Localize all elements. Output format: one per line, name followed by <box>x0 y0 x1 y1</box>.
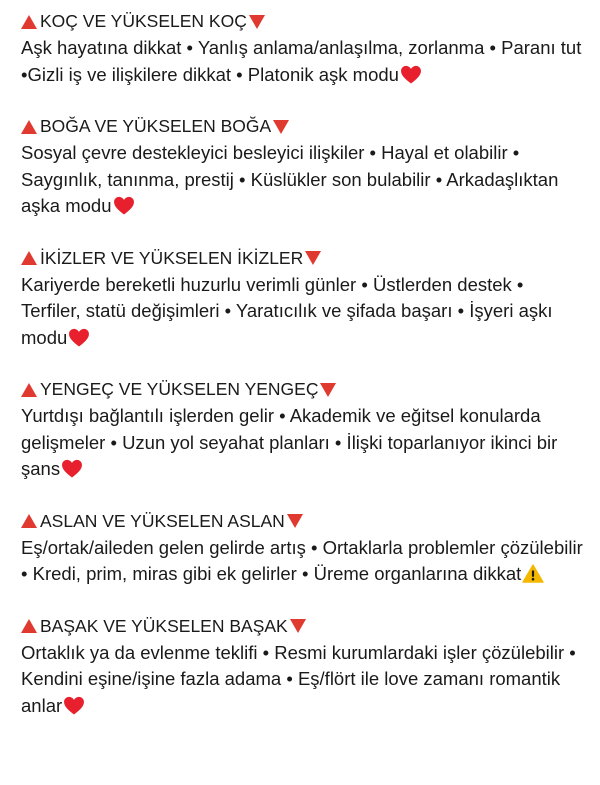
section-heading <box>21 8 586 35</box>
heading-text: ASLAN VE YÜKSELEN ASLAN <box>40 510 285 531</box>
section-koc <box>21 8 586 88</box>
red-triangle-down-icon <box>249 15 265 29</box>
section-heading <box>21 113 586 140</box>
section-heading <box>21 613 586 640</box>
body-text: Sosyal çevre destekleyici besleyici ilişkiler • Hayal et olabilir • Saygınlık, tanınma, prestij • Küslükler son bulabilir • Arkadaşlıktan aşka modu <box>21 142 559 216</box>
section-yengec <box>21 376 586 483</box>
section-body <box>21 640 586 720</box>
body-text: Ortaklık ya da evlenme teklifi • Resmi kurumlardaki işler çözülebilir • Kendini eşine/işine fazla adama • Eş/flört ile love zamanı romantik anlar <box>21 641 576 716</box>
heading-text: YENGEÇ VE YÜKSELEN YENGEÇ <box>40 379 319 399</box>
red-triangle-down-icon <box>287 514 303 528</box>
section-body <box>21 35 586 88</box>
section-basak <box>21 613 586 720</box>
section-heading <box>21 245 586 272</box>
section-heading <box>21 376 586 403</box>
heart-icon <box>113 196 135 215</box>
section-body <box>21 403 586 483</box>
heading-text: KOÇ VE YÜKSELEN KOÇ <box>40 11 247 31</box>
red-triangle-up-icon <box>21 619 37 633</box>
body-text: Eş/ortak/aileden gelen gelirde artış • Ortaklarla problemler çözülebilir • Kredi, prim, miras gibi ek gelirler • Üreme organlarına dikkat <box>21 536 583 584</box>
heading-text: İKİZLER VE YÜKSELEN İKİZLER <box>40 247 304 268</box>
section-body <box>21 272 586 352</box>
body-text: Yurtdışı bağlantılı işlerden gelir • Akademik ve eğitsel konularda gelişmeler • Uzun yol seyahat planları • İlişki toparlanıyor ikinci bir şans <box>21 405 558 479</box>
red-triangle-down-icon <box>290 619 306 633</box>
red-triangle-up-icon <box>21 251 37 265</box>
heart-icon <box>63 696 85 715</box>
heading-text: BAŞAK VE YÜKSELEN BAŞAK <box>40 615 288 636</box>
body-text: Aşk hayatına dikkat • Yanlış anlama/anlaşılma, zorlanma • Paranı tut •Gizli iş ve ilişkilere dikkat • Platonik aşk modu <box>21 37 582 85</box>
heading-text: BOĞA VE YÜKSELEN BOĞA <box>40 116 272 136</box>
section-aslan <box>21 508 586 588</box>
heart-icon <box>68 328 90 347</box>
section-ikizler <box>21 245 586 352</box>
heart-icon <box>400 65 422 84</box>
red-triangle-up-icon <box>21 514 37 528</box>
red-triangle-up-icon <box>21 120 37 134</box>
section-body <box>21 140 586 220</box>
body-text: Kariyerde bereketli huzurlu verimli günler • Üstlerden destek • Terfiler, statü değişimleri • Yaratıcılık ve şifada başarı • İşyeri aşkı modu <box>21 273 553 348</box>
red-triangle-up-icon <box>21 15 37 29</box>
section-heading <box>21 508 586 535</box>
red-triangle-down-icon <box>273 120 289 134</box>
red-triangle-down-icon <box>305 251 321 265</box>
red-triangle-up-icon <box>21 383 37 397</box>
warning-icon <box>522 564 544 583</box>
red-triangle-down-icon <box>320 383 336 397</box>
heart-icon <box>61 459 83 478</box>
section-boga <box>21 113 586 220</box>
section-body <box>21 535 586 588</box>
